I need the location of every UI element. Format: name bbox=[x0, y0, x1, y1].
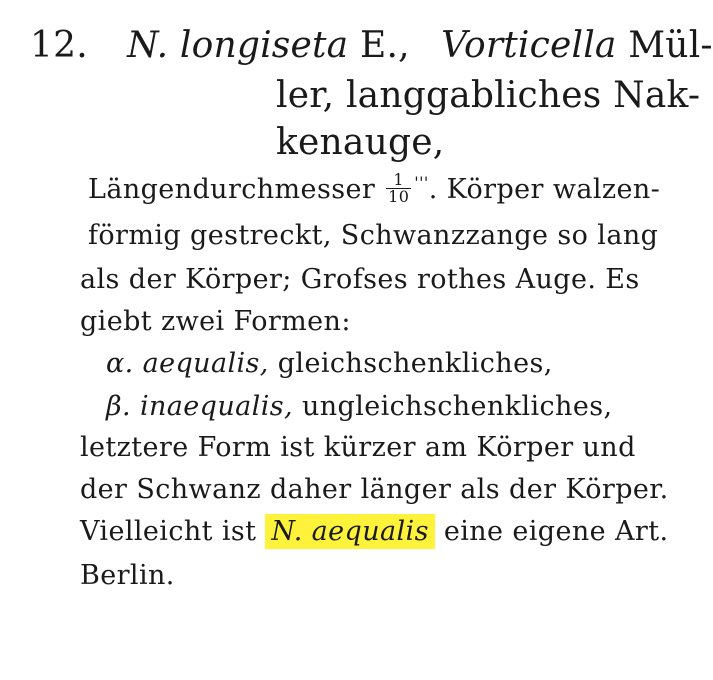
description-text-2: förmig gestreckt, Schwanzzange so lang bbox=[88, 220, 659, 251]
fraction-denominator: 10 bbox=[388, 187, 410, 206]
description-line-2 bbox=[88, 222, 658, 249]
description-line-4 bbox=[80, 308, 351, 335]
length-fraction bbox=[386, 172, 411, 205]
fraction-unit: ''' bbox=[414, 173, 429, 192]
form-alpha-desc: gleichschenkliches, bbox=[277, 348, 553, 379]
form-beta-marker: β. bbox=[106, 391, 131, 422]
continuation-text-2: der Schwanz daher länger als der Körper. bbox=[80, 474, 669, 505]
entry-heading-text-3: kenauge, bbox=[276, 122, 445, 163]
synonym-genus: Vorticella bbox=[441, 25, 617, 66]
continuation-text-3-end: eine eigene Art. bbox=[443, 516, 669, 547]
description-line-1 bbox=[88, 170, 661, 207]
highlighted-species-name: N. aequalis bbox=[265, 514, 434, 549]
entry-author: E., bbox=[359, 25, 410, 66]
entry-heading-line-3 bbox=[276, 122, 445, 163]
continuation-line-4 bbox=[80, 562, 175, 589]
fraction-numerator: 1 bbox=[386, 172, 411, 189]
continuation-line-2 bbox=[80, 476, 669, 503]
entry-heading-line-1 bbox=[30, 25, 713, 66]
location-text: Berlin. bbox=[80, 560, 175, 591]
entry-species: longiseta bbox=[179, 25, 349, 66]
continuation-line-3 bbox=[80, 518, 668, 545]
description-text-3: als der Körper; Grofses rothes Auge. Es bbox=[80, 264, 640, 295]
description-text-4: giebt zwei Formen: bbox=[80, 306, 351, 337]
synonym-author: Mül- bbox=[628, 25, 713, 66]
form-beta-desc: ungleichschenkliches, bbox=[301, 391, 613, 422]
length-label: Längendurchmesser bbox=[88, 174, 376, 205]
entry-heading-line-2 bbox=[276, 75, 701, 116]
continuation-text-1: letztere Form ist kürzer am Körper und bbox=[80, 432, 636, 463]
form-alpha-marker: α. bbox=[106, 348, 134, 379]
continuation-line-1 bbox=[80, 434, 636, 461]
entry-heading-text-2: ler, langgabliches Nak- bbox=[276, 75, 701, 116]
continuation-text-3-start: Vielleicht ist bbox=[80, 516, 257, 547]
form-alpha bbox=[106, 350, 553, 377]
description-line-1-end: . Körper walzen- bbox=[428, 174, 661, 205]
description-line-3 bbox=[80, 266, 640, 293]
entry-genus: N. bbox=[127, 25, 169, 66]
form-alpha-name: aequalis, bbox=[142, 348, 269, 379]
form-beta bbox=[106, 393, 612, 420]
form-beta-name: inaequalis, bbox=[139, 391, 293, 422]
entry-number: 12. bbox=[30, 25, 88, 66]
